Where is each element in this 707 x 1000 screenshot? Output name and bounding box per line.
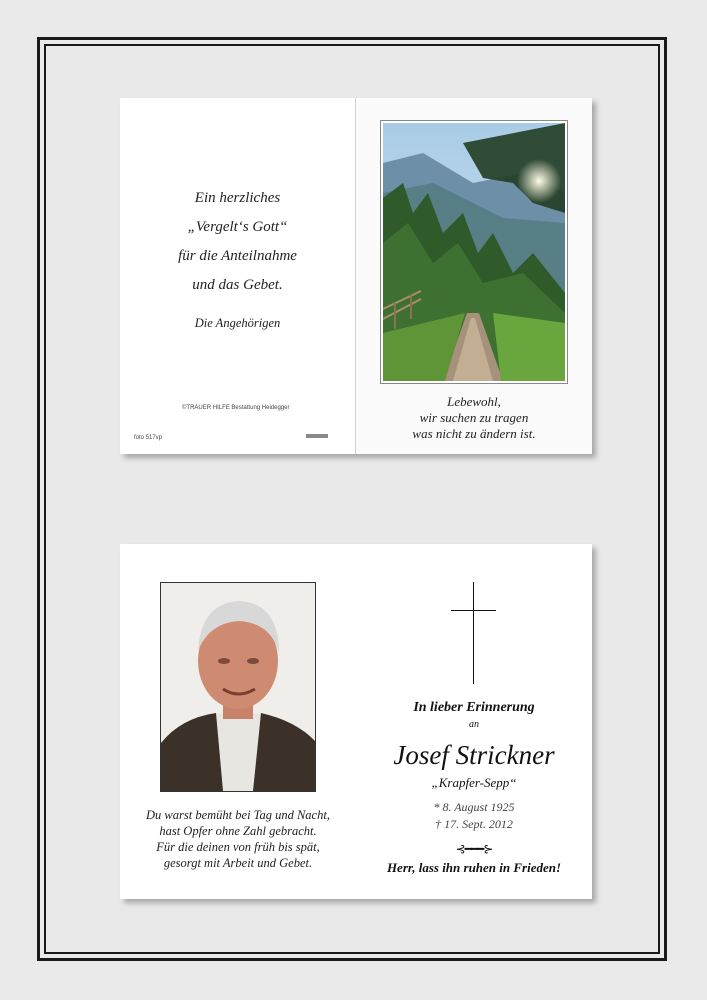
cross-bar xyxy=(451,610,496,611)
thanks-line-2: „Vergelt‘s Gott“ xyxy=(187,219,288,235)
thank-you-card xyxy=(120,98,592,454)
thanks-line-3: für die Anteilnahme xyxy=(178,248,297,264)
mountain-path-photo xyxy=(380,120,568,384)
verse-line-4: gesorgt mit Arbeit und Gebet. xyxy=(163,856,313,870)
cross-icon xyxy=(473,582,474,684)
portrait-photo xyxy=(160,582,316,792)
ornament-divider-icon: ⊰━━━⊱ xyxy=(455,842,493,856)
verse-line-3: Für die deinen von früh bis spät, xyxy=(156,840,320,854)
portrait-image xyxy=(161,583,315,791)
birth-date: * 8. August 1925 xyxy=(433,800,515,814)
deceased-name: Josef Strickner xyxy=(393,740,555,770)
farewell-line-2: wir suchen zu tragen xyxy=(419,410,529,425)
memorial-an: an xyxy=(469,719,479,730)
family-signature: Die Angehörigen xyxy=(194,316,281,330)
publisher-logo xyxy=(306,434,328,438)
thanks-line-4: und das Gebet. xyxy=(192,277,283,293)
thanks-line-1: Ein herzliches xyxy=(194,190,281,206)
imprint-publisher: ©TRAUER HILFE Bestattung Heidegger xyxy=(182,405,290,411)
farewell-line-3: was nicht zu ändern ist. xyxy=(412,426,536,441)
forest-path-image xyxy=(383,123,565,381)
imprint-code: foto 517vp xyxy=(134,435,163,441)
deceased-nickname: „Krapfer-Sepp“ xyxy=(431,775,517,790)
memorial-heading: In lieber Erinnerung xyxy=(413,700,535,715)
verse-line-1: Du warst bemüht bei Tag und Nacht, xyxy=(146,808,330,822)
verse-line-2: hast Opfer ohne Zahl gebracht. xyxy=(159,824,317,838)
death-date: † 17. Sept. 2012 xyxy=(435,817,513,831)
farewell-line-1: Lebewohl, xyxy=(447,394,501,409)
memorial-card xyxy=(120,544,592,899)
closing-prayer: Herr, lass ihn ruhen in Frieden! xyxy=(386,860,562,875)
